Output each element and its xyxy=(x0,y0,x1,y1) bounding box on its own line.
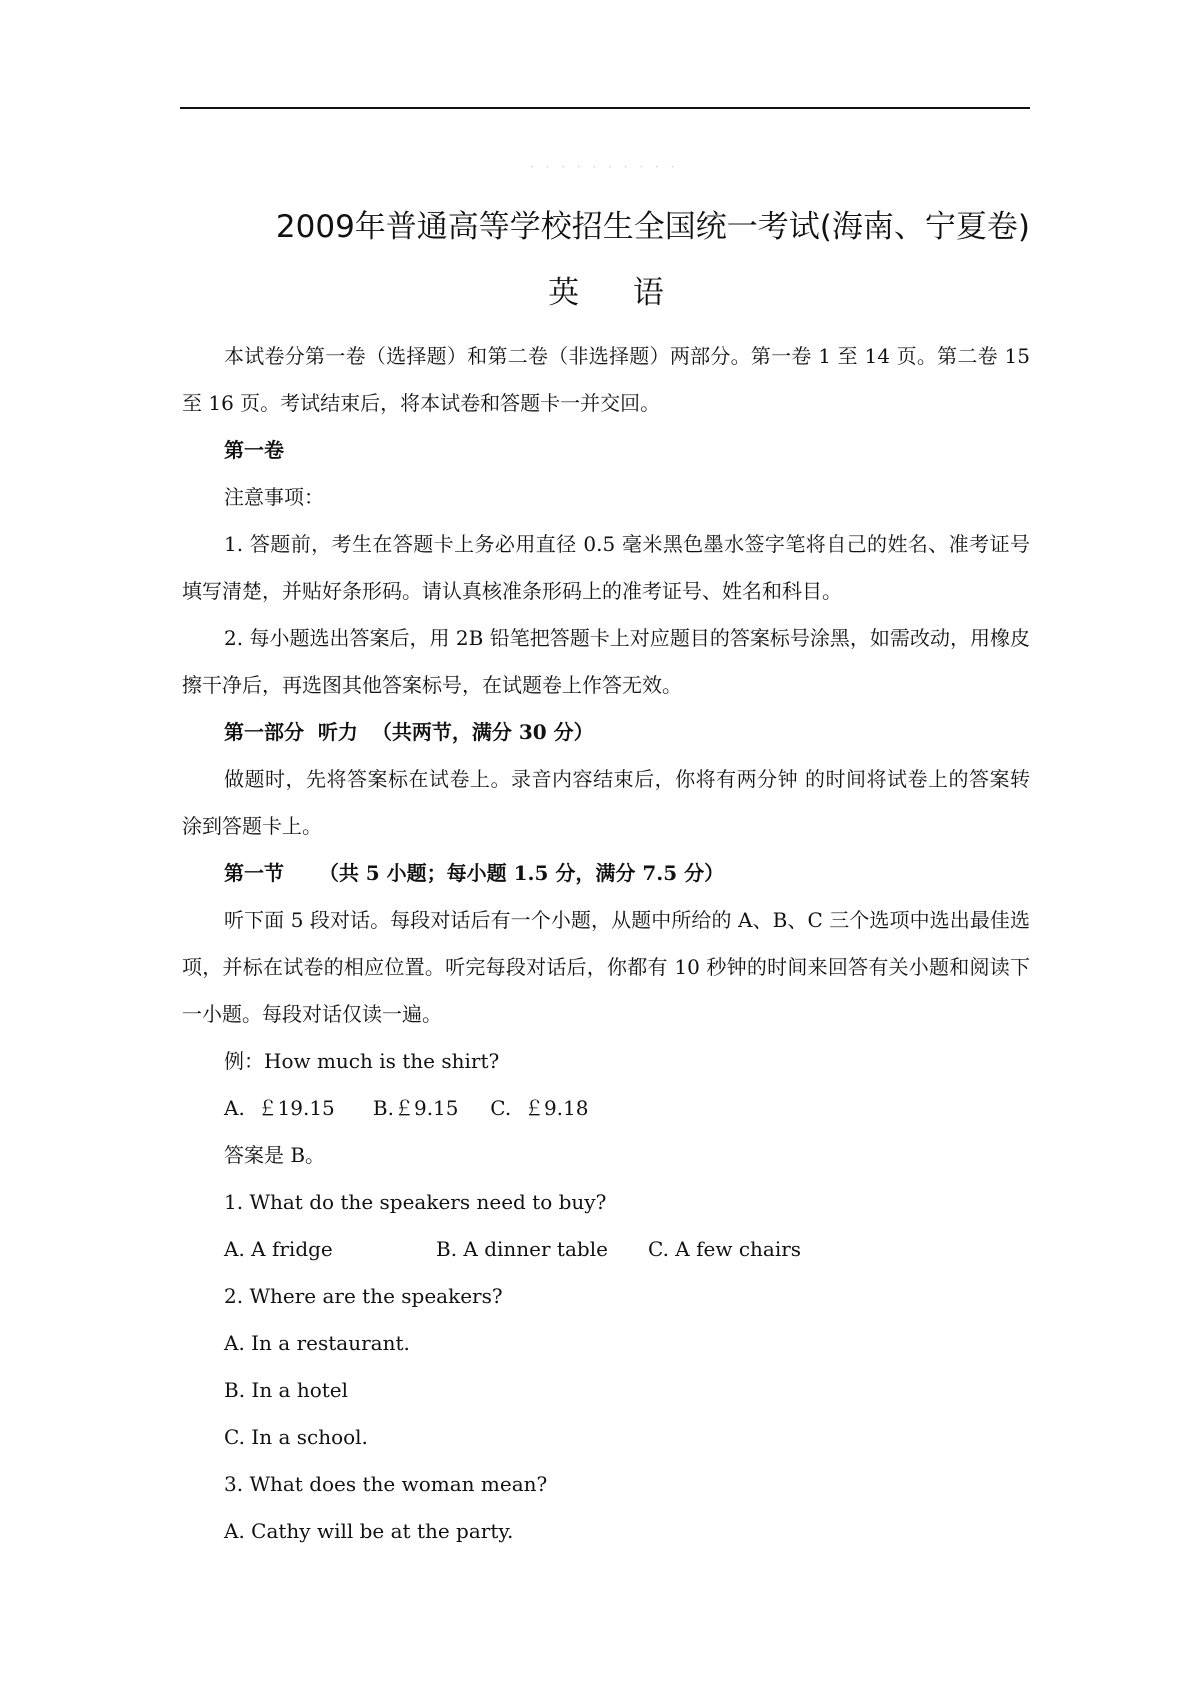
example-options: A. ￡19.15 B.￡9.15 C. ￡9.18 xyxy=(224,1096,589,1120)
q2-option-c: C. In a school. xyxy=(224,1425,368,1449)
notes-heading: 注意事项： xyxy=(224,485,324,509)
exam-title: 2009年普通高等学校招生全国统一考试(海南、宁夏卷) xyxy=(275,209,1030,245)
q1-option-b: B. A dinner table xyxy=(436,1237,608,1261)
question-1-options xyxy=(182,1226,1030,1273)
exam-body xyxy=(182,333,1030,1555)
exam-subject: 英 语 xyxy=(548,275,686,311)
part1-instruction: 做题时，先将答案标在试卷上。录音内容结束后，你将有两分钟 的时间将试卷上的答案转涂到答题卡上。 xyxy=(182,767,1030,838)
q2-option-a: A. In a restaurant. xyxy=(224,1331,410,1355)
question-2: 2. Where are the speakers? xyxy=(224,1284,503,1308)
header-rule xyxy=(180,107,1030,109)
q1-option-a: A. A fridge xyxy=(224,1237,333,1261)
question-1: 1. What do the speakers need to buy? xyxy=(224,1190,607,1214)
q3-option-a: A. Cathy will be at the party. xyxy=(224,1519,514,1543)
part1-heading: 第一部分 听力 （共两节，满分 30 分） xyxy=(224,720,594,744)
example-answer: 答案是 B。 xyxy=(224,1143,326,1167)
q2-option-b: B. In a hotel xyxy=(224,1378,349,1402)
intro-paragraph: 本试卷分第一卷（选择题）和第二卷（非选择题）两部分。第一卷 1 至 14 页。第二卷 15 至 16 页。考试结束后，将本试卷和答题卡一并交回。 xyxy=(182,344,1030,415)
note-2: 2. 每小题选出答案后，用 2B 铅笔把答题卡上对应题目的答案标号涂黑，如需改动，用橡皮擦干净后，再选图其他答案标号，在试题卷上作答无效。 xyxy=(182,626,1030,697)
faint-watermark-mark: · · · · · · · · · · xyxy=(530,160,679,174)
example-question: 例：How much is the shirt? xyxy=(224,1049,500,1073)
exam-page xyxy=(182,205,1030,1555)
question-3: 3. What does the woman mean? xyxy=(224,1472,548,1496)
q1-option-c: C. A few chairs xyxy=(648,1237,802,1261)
section1-instruction: 听下面 5 段对话。每段对话后有一个小题，从题中所给的 A、B、C 三个选项中选出最佳选项，并标在试卷的相应位置。听完每段对话后，你都有 10 秒钟的时间来回答有关小题和阅读下一小题。每段对话仅读一遍。 xyxy=(182,908,1030,1026)
section1-heading: 第一节 （共 5 小题；每小题 1.5 分，满分 7.5 分） xyxy=(224,861,725,885)
volume-heading: 第一卷 xyxy=(224,438,284,462)
note-1: 1. 答题前，考生在答题卡上务必用直径 0.5 毫米黑色墨水签字笔将自己的姓名、准考证号填写清楚，并贴好条形码。请认真核准条形码上的准考证号、姓名和科目。 xyxy=(182,532,1030,603)
